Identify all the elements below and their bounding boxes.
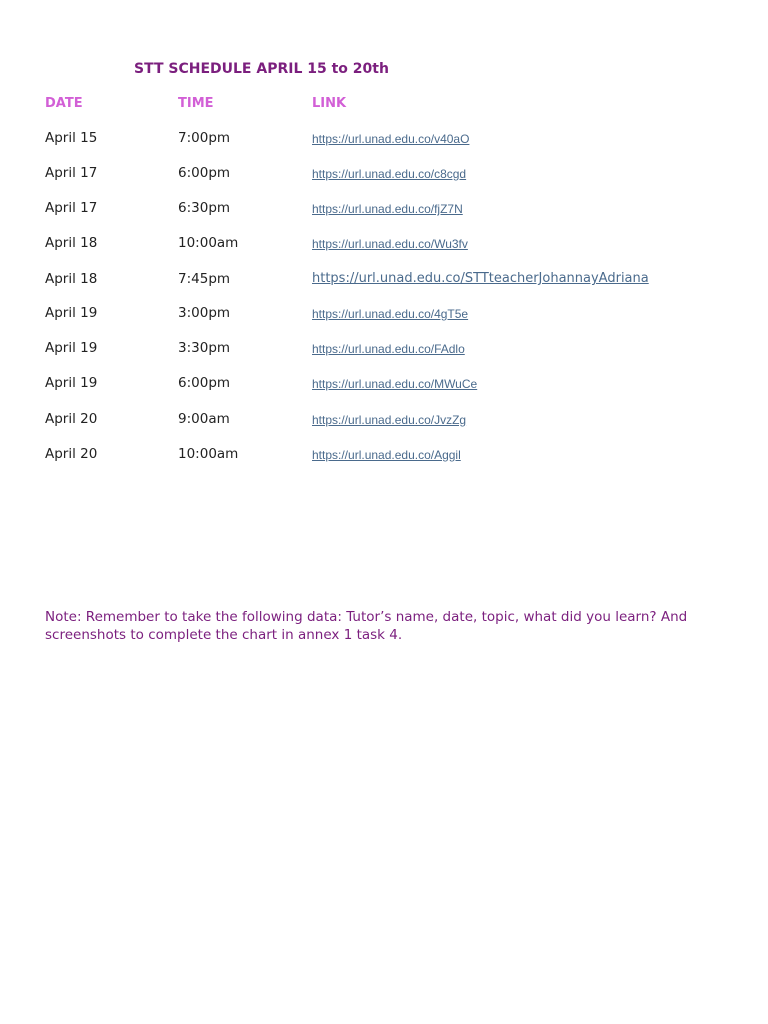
session-link[interactable]: https://url.unad.edu.co/JvzZg [312,413,467,427]
session-link[interactable]: https://url.unad.edu.co/MWuCe [312,377,478,391]
row-time: 6:00pm [178,375,231,391]
column-header-time: TIME [178,96,214,111]
session-link[interactable]: https://url.unad.edu.co/Aggil [312,448,461,462]
schedule-row [0,165,768,187]
schedule-row [0,411,768,433]
schedule-row [0,305,768,327]
column-header-link: LINK [312,96,347,111]
session-link[interactable]: https://url.unad.edu.co/v40aO [312,132,470,146]
row-date: April 20 [45,446,98,462]
row-date: April 19 [45,340,98,356]
schedule-row [0,200,768,222]
row-date: April 17 [45,165,98,181]
row-date: April 18 [45,271,98,287]
row-date: April 15 [45,130,98,146]
session-link[interactable]: https://url.unad.edu.co/FAdlo [312,342,465,356]
schedule-row [0,375,768,397]
note-text: Note: Remember to take the following data: Tutor’s name, date, topic, what did you learn? And screenshots to complete the chart in annex 1 task 4. [45,609,688,643]
schedule-row [0,235,768,257]
session-link[interactable]: https://url.unad.edu.co/Wu3fv [312,237,468,251]
row-time: 6:30pm [178,200,231,216]
session-link[interactable]: https://url.unad.edu.co/c8cgd [312,167,467,181]
row-time: 10:00am [178,235,239,251]
row-date: April 17 [45,200,98,216]
column-header-date: DATE [45,96,83,111]
row-date: April 18 [45,235,98,251]
row-time: 7:45pm [178,271,231,287]
schedule-row [0,340,768,362]
schedule-row [0,446,768,468]
row-time: 10:00am [178,446,239,462]
row-time: 3:30pm [178,340,231,356]
session-link[interactable]: https://url.unad.edu.co/4gT5e [312,307,469,321]
row-time: 9:00am [178,411,230,427]
session-link[interactable]: https://url.unad.edu.co/fjZ7N [312,202,463,216]
row-time: 6:00pm [178,165,231,181]
schedule-row [0,130,768,152]
session-link[interactable]: https://url.unad.edu.co/STTteacherJohannayAdriana [312,271,649,286]
row-date: April 19 [45,375,98,391]
schedule-row [0,271,768,293]
row-time: 3:00pm [178,305,231,321]
schedule-title: STT SCHEDULE APRIL 15 to 20th [134,61,389,77]
row-date: April 20 [45,411,98,427]
row-time: 7:00pm [178,130,231,146]
row-date: April 19 [45,305,98,321]
